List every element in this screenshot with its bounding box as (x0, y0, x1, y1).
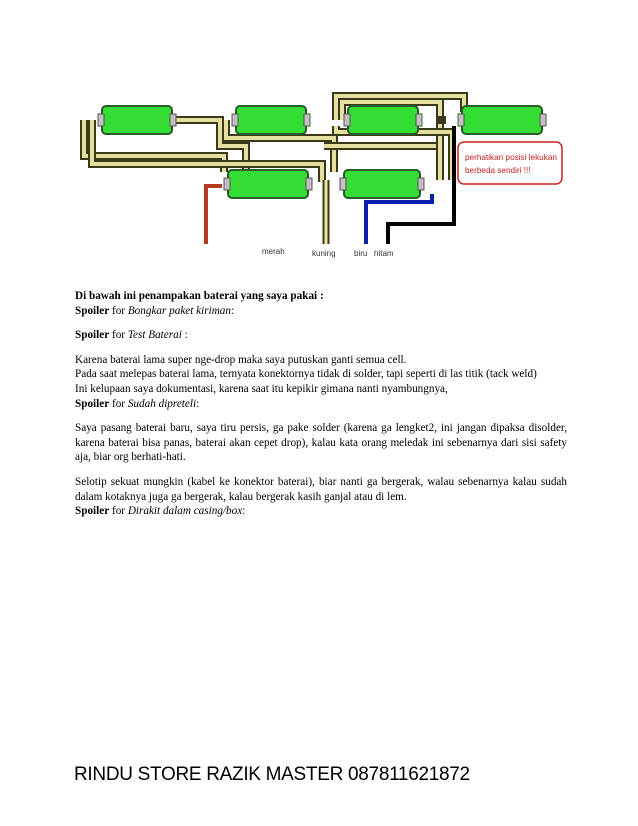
spoiler-bongkar (75, 304, 567, 319)
spoiler-for: for (109, 397, 128, 410)
spoiler-for: for (109, 329, 128, 342)
battery-cell (224, 170, 312, 198)
spoiler-dirakit (75, 504, 567, 519)
spoiler-title[interactable]: Sudah dipreteli (127, 397, 197, 410)
paragraph-line: Pada saat melepas baterai lama, ternyata konektornya tidak di solder, tapi seperti di las titik (tack weld) (75, 368, 537, 381)
spoiler-label[interactable]: Spoiler (75, 505, 110, 518)
label-hitam: hitam (374, 249, 394, 258)
article-body (75, 289, 567, 519)
spoiler-tail: : (181, 329, 188, 342)
paragraph-line: Karena baterai lama super nge-drop maka saya putuskan ganti semua cell. (75, 353, 407, 366)
spoiler-title[interactable]: Test Baterai (127, 329, 182, 342)
spoiler-for: for (109, 304, 128, 317)
label-biru: biru (354, 249, 368, 258)
callout-line-2: berbeda sendiri !!! (465, 166, 531, 175)
spoiler-label[interactable]: Spoiler (75, 304, 110, 317)
intro-line (75, 289, 567, 304)
callout-box (458, 142, 562, 184)
battery-cell (232, 106, 310, 134)
label-kuning: kuning (312, 249, 336, 258)
paragraph: Selotip sekuat mungkin (kabel ke konektor baterai), biar nanti ga bergerak, walau sebenarnya kalau sudah dalam kotaknya juga ga bergerak, kalau bergerak kasih ganjal atau di lem. (75, 475, 567, 503)
spoiler-for: for (109, 505, 128, 518)
paragraph: Saya pasang baterai baru, saya tiru persis, ga pake solder (karena ga lengket2, ini jangan dipaksa disolder, karena baterai bisa panas, baterai akan cepet drop), kalau kata orang meledak ini sebenarnya dari sisi safety aja, biar org berhati-hati. (75, 422, 567, 464)
spoiler-dipreteli (75, 397, 567, 412)
footer-text: RINDU STORE RAZIK MASTER 087811621872 (74, 764, 470, 785)
spoiler-title[interactable]: Dirakit dalam casing/box (127, 505, 243, 518)
spoiler-tail: : (196, 397, 200, 410)
spoiler-label[interactable]: Spoiler (75, 397, 110, 410)
battery-wiring-diagram (74, 76, 568, 260)
battery-cell (344, 106, 422, 134)
battery-cell (98, 106, 176, 134)
paragraph-line: Ini kelupaan saya dokumentasi, karena saat itu kepikir gimana nanti nyambungnya, (75, 382, 448, 395)
battery-cell (340, 170, 424, 198)
spoiler-test (75, 328, 567, 343)
spoiler-tail: : (242, 505, 246, 518)
spoiler-title[interactable]: Bongkar paket kiriman (127, 304, 231, 317)
spoiler-label[interactable]: Spoiler (75, 329, 110, 342)
callout-line-1: perhatikan posisi lekukan (465, 153, 557, 162)
battery-cell (458, 106, 546, 134)
spoiler-tail: : (230, 304, 235, 317)
intro-bold: Di bawah ini penampakan baterai yang saya pakai : (75, 290, 324, 302)
label-merah: merah (262, 247, 285, 256)
